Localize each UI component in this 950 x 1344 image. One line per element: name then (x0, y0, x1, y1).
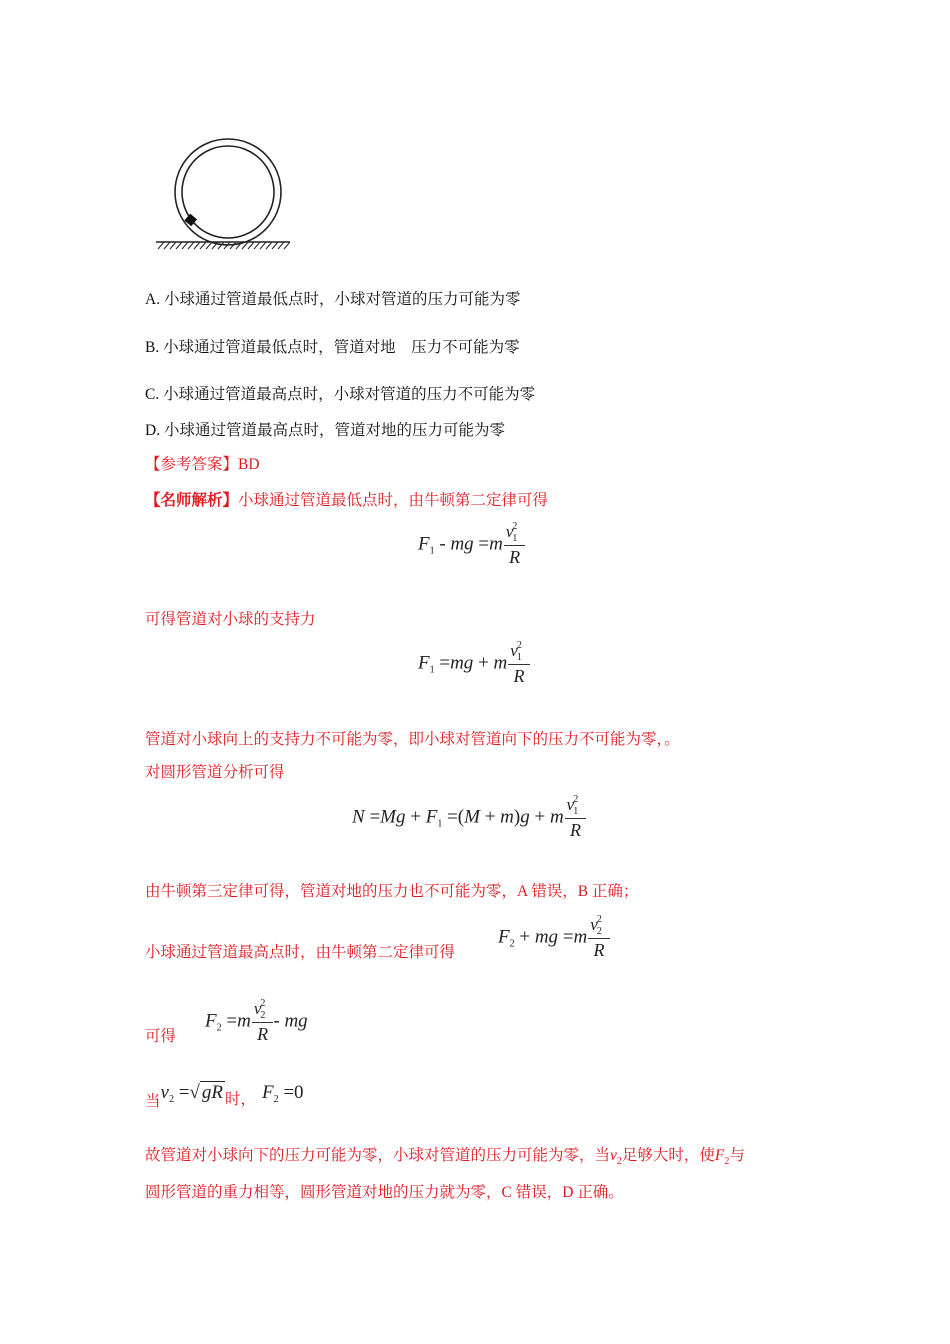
final-1-v2-sub: 2 (616, 1156, 622, 1168)
equation-support-force: $F_1 =mg + m$ $\frac{v^2_1}{R}$ (418, 641, 530, 687)
option-b: B. 小球通过管道最低点时，管道对地 压力不可能为零 (145, 339, 520, 356)
analysis-kede-label: 可得 (145, 1028, 177, 1045)
option-d: D. 小球通过管道最高点时，管道对地的压力可能为零 (145, 422, 505, 439)
option-a: A. 小球通过管道最低点时，小球对管道的压力可能为零 (145, 291, 521, 308)
equation-newton-top: $F_2$ + mg =m $\frac{v^2_2}{R}$ (498, 915, 610, 961)
final-1-text: 故管道对小球向下的压力可能为零，小球对管道的压力可能为零，当 (145, 1147, 611, 1164)
analysis-final-line-1 (145, 1143, 745, 1167)
option-c: C. 小球通过管道最高点时，小球对管道的压力不可能为零 (145, 386, 536, 403)
equation-f2-zero: $F_2 =0$ (261, 1082, 304, 1105)
analysis-top-line: 小球通过管道最高点时，由牛顿第二定律可得 (145, 944, 456, 961)
analysis-intro-line (145, 488, 548, 510)
equation-f2: $F_2 =m$ $\frac{v^2_2}{R}$ - mg (205, 998, 308, 1044)
analysis-intro: 小球通过管道最低点时，由牛顿第二定律可得 (238, 492, 549, 509)
final-1-f2-sub: 2 (724, 1156, 730, 1168)
equation-v2-sqrt: $v_2$ =√ gR (160, 1082, 223, 1105)
final-1-end: 与 (729, 1147, 745, 1164)
when-mid: 时， (224, 1091, 256, 1108)
analysis-third-law-line: 由牛顿第三定律可得，管道对地的压力也不可能为零，A 错误，B 正确； (145, 883, 639, 900)
final-1-mid: 足够大时，使 (621, 1147, 715, 1164)
final-1-v2: v (610, 1147, 617, 1164)
answer-label: 【参考答案】 (145, 456, 239, 473)
analysis-label: 【名师解析】 (145, 492, 239, 509)
answer-line (145, 452, 260, 474)
analysis-nonzero-line: 管道对小球向上的支持力不可能为零，即小球对管道向下的压力不可能为零，。 (145, 731, 680, 748)
final-1-f2: F (714, 1147, 725, 1164)
analysis-ring-line: 对圆形管道分析可得 (145, 764, 285, 781)
answer-value: BD (238, 456, 260, 473)
equation-newton-bottom: $F_1$ - mg =m $\frac{v^2_1}{R}$ (418, 522, 525, 568)
analysis-support-line: 可得管道对小球的支持力 (145, 611, 316, 628)
ring-tube-figure (150, 135, 300, 255)
when-prefix: 当 (145, 1093, 161, 1110)
analysis-final-line-2: 圆形管道的重力相等，圆形管道对地的压力就为零，C 错误，D 正确。 (145, 1184, 624, 1201)
analysis-when-line (145, 1082, 304, 1111)
equation-ring-normal-force: $N =Mg + F_1 =(M + m)g + m$ $\frac{v^2_1}{R}$ (352, 795, 586, 841)
